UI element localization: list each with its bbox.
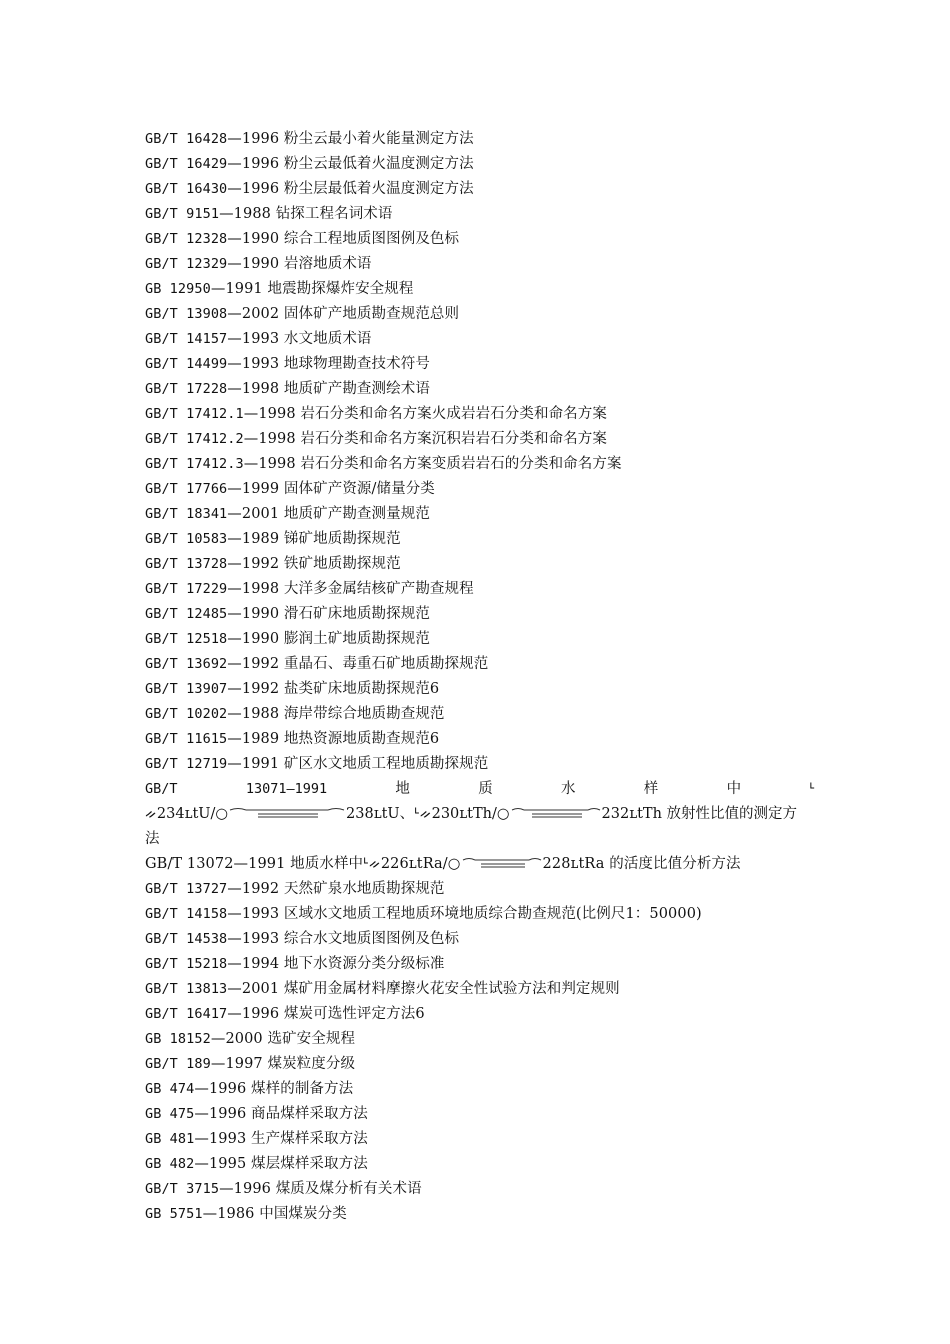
standard-entry-13071 [145,777,815,852]
entry-lead: GB/T 13072—1991 地质水样中ᒻᨀ226ʟtRa/○ [145,856,461,872]
standard-entry [145,502,815,527]
standard-code: GB/T 16417 [145,1006,228,1022]
standard-entry [145,277,815,302]
standard-title: 钻探工程名词术语 [275,206,393,222]
standard-year: 1998 [258,406,296,422]
standard-code: GB/T 16430 [145,181,228,197]
standard-code: GB/T 16429 [145,156,228,172]
standard-year: 1993 [241,906,280,922]
em-dash: — [227,481,242,497]
em-dash: — [227,956,242,972]
standard-year: 1988 [241,706,280,722]
standard-entry [145,202,815,227]
standard-code: GB/T 12328 [145,231,228,247]
standard-title: 岩石分类和命名方案沉积岩岩石分类和命名方案 [300,431,607,447]
em-dash: — [227,1006,242,1022]
standard-year: 1992 [241,656,280,672]
standard-year: 1990 [241,631,280,647]
title-char: 质 [478,781,493,797]
standard-title: 煤炭粒度分级 [267,1056,356,1072]
standard-entry [145,227,815,252]
standard-entry [145,902,815,927]
em-dash: — [227,881,242,897]
standard-title: 海岸带综合地质勘查规范 [283,706,445,722]
standard-title: 锑矿地质勘探规范 [283,531,401,547]
standard-code: GB/T 13727 [145,881,228,897]
em-dash: — [243,406,259,422]
standard-code: GB/T 13728 [145,556,228,572]
em-dash: — [227,906,242,922]
standard-title: 水文地质术语 [283,331,372,347]
standard-year: 1996 [241,156,280,172]
standard-entry [145,1002,815,1027]
standard-year: 1997 [225,1056,263,1072]
standard-entry [145,327,815,352]
standard-year: 1992 [241,556,280,572]
fraction-bar-icon [228,807,346,821]
em-dash: — [227,706,242,722]
em-dash: — [227,931,242,947]
standard-entry [145,477,815,502]
em-dash: — [227,756,242,772]
standard-year: 1996 [241,131,280,147]
standard-entry [145,652,815,677]
em-dash: — [227,131,242,147]
standard-entry [145,427,815,452]
standard-entry [145,1102,815,1127]
standard-code: GB/T 189 [145,1056,211,1072]
standard-code: GB/T 10583 [145,531,228,547]
standard-year: 1998 [241,381,280,397]
standard-title: 区域水文地质工程地质环境地质综合勘查规范(比例尺1：50000) [283,906,702,922]
entry-end: 228ʟtRa 的活度比值分析方法 [542,856,741,872]
standard-title: 地质矿产勘查测绘术语 [283,381,430,397]
em-dash: — [210,1031,226,1047]
standard-entry [145,302,815,327]
standard-title: 煤炭可选性评定方法6 [283,1006,425,1022]
standard-year: 1989 [241,731,280,747]
standard-code: GB/T 13907 [145,681,228,697]
em-dash: — [227,331,242,347]
standard-year: 1996 [241,181,280,197]
em-dash: — [202,1206,218,1222]
standard-code: GB 475 [145,1106,195,1122]
standard-prefix: GB/T [145,781,178,797]
standard-code: GB 5751 [145,1206,203,1222]
standard-year: 1992 [241,881,280,897]
em-dash: — [194,1081,209,1097]
standard-title: 煤样的制备方法 [251,1081,354,1097]
standard-title: 矿区水文地质工程地质勘探规范 [283,756,489,772]
standard-entry [145,977,815,1002]
standard-title: 粉尘云最小着火能量测定方法 [283,131,474,147]
standard-code: GB/T 13908 [145,306,228,322]
standard-title: 岩石分类和命名方案火成岩岩石分类和命名方案 [300,406,607,422]
standard-code: GB/T 14499 [145,356,228,372]
standard-year: 1995 [208,1156,247,1172]
standard-entry [145,452,815,477]
standard-title: 天然矿泉水地质勘探规范 [283,881,445,897]
em-dash: — [227,631,242,647]
standard-code: GB/T 17412.3 [145,456,244,472]
standard-year: 1989 [241,531,280,547]
standard-year: 1993 [241,356,280,372]
em-dash: — [227,656,242,672]
standard-title: 大洋多金属结核矿产勘查规程 [283,581,474,597]
em-dash: — [194,1131,209,1147]
standard-entry [145,177,815,202]
standard-code: GB/T 17766 [145,481,228,497]
standard-year: 1992 [241,681,280,697]
standard-year: 1999 [241,481,280,497]
standard-year: 1991 [241,756,280,772]
standard-title: 膨润土矿地质勘探规范 [283,631,430,647]
standard-entry [145,552,815,577]
em-dash: — [210,281,226,297]
standard-title: 地下水资源分类分级标准 [283,956,445,972]
em-dash: — [210,1056,226,1072]
standard-title: 煤矿用金属材料摩擦火花安全性试验方法和判定规则 [283,981,620,997]
standard-year: 2001 [241,981,280,997]
standard-entry [145,1202,815,1227]
standard-year: 1998 [241,581,280,597]
standard-year: 1986 [217,1206,255,1222]
em-dash: — [227,381,242,397]
standard-entry-13071-tail: 法 [145,831,160,847]
title-char: ᒻ [809,781,815,797]
standard-title: 地热资源地质勘查规范6 [283,731,440,747]
standard-code: GB/T 17229 [145,581,228,597]
em-dash: — [243,456,259,472]
standard-entry [145,352,815,377]
standard-title: 生产煤样采取方法 [251,1131,368,1147]
standard-code: GB/T 18341 [145,506,228,522]
standard-year: 2001 [241,506,280,522]
standard-title: 中国煤炭分类 [259,1206,347,1222]
standard-entry [145,727,815,752]
em-dash: — [219,206,234,222]
em-dash: — [227,231,242,247]
standard-year: 1993 [241,931,280,947]
standard-entry [145,1027,815,1052]
standard-year: 1993 [241,331,280,347]
standard-year: 1996 [241,1006,280,1022]
em-dash: — [219,1181,234,1197]
standard-entry [145,402,815,427]
standard-title: 地球物理勘查技术符号 [283,356,430,372]
standard-title: 粉尘云最低着火温度测定方法 [283,156,474,172]
standard-entry [145,527,815,552]
standard-year: 1993 [208,1131,247,1147]
standard-year: 1990 [241,606,280,622]
fraction-bar-icon [510,807,602,821]
em-dash: — [227,531,242,547]
standard-title: 岩溶地质术语 [283,256,372,272]
standard-entry [145,377,815,402]
standard-year: 1996 [208,1106,247,1122]
standard-entry [145,702,815,727]
title-char: 水 [560,781,576,797]
standard-entry-13071-line1 [145,777,815,802]
standard-year: 1996 [208,1081,247,1097]
standard-year: 1996 [233,1181,271,1197]
standard-code: GB/T 12485 [145,606,228,622]
standard-year: 1988 [233,206,271,222]
standard-title: 综合工程地质图图例及色标 [283,231,460,247]
standard-year: 1991 [225,281,263,297]
standard-code: GB/T 9151 [145,206,220,222]
em-dash: — [227,181,242,197]
standard-entry [145,877,815,902]
standard-entry-13071-formula [145,802,815,827]
standard-year: 1998 [258,456,296,472]
standard-code: GB/T 14538 [145,931,228,947]
em-dash: — [227,681,242,697]
standard-code: GB/T 12518 [145,631,228,647]
standard-entry [145,927,815,952]
standard-title: 综合水文地质图图例及色标 [283,931,460,947]
standard-title: 地震勘探爆炸安全规程 [267,281,414,297]
standard-title: 固体矿产资源/储量分类 [283,481,435,497]
em-dash: — [227,306,242,322]
standard-entry [145,252,815,277]
em-dash: — [243,431,259,447]
em-dash: — [227,506,242,522]
standard-code: GB/T 10202 [145,706,228,722]
fraction-bar-icon [461,857,543,871]
standard-code: GB 481 [145,1131,195,1147]
standard-title: 商品煤样采取方法 [251,1106,368,1122]
standard-title: 滑石矿床地质勘探规范 [283,606,430,622]
standard-entry [145,1077,815,1102]
standard-title: 盐类矿床地质勘探规范6 [283,681,440,697]
em-dash: — [227,556,242,572]
standard-entry-13072 [145,852,815,877]
standard-entry [145,602,815,627]
standards-list [145,127,815,1227]
standard-code: GB/T 12329 [145,256,228,272]
standard-entry [145,627,815,652]
standard-code: GB/T 14157 [145,331,228,347]
title-char: 样 [643,781,659,797]
standard-title: 重晶石、毒重石矿地质勘探规范 [283,656,489,672]
standard-entry [145,152,815,177]
em-dash: — [227,356,242,372]
em-dash: — [227,731,242,747]
em-dash: — [227,606,242,622]
standard-year: 1994 [241,956,280,972]
standard-code: GB/T 3715 [145,1181,220,1197]
title-char: 中 [726,781,742,797]
standard-code: GB/T 13692 [145,656,228,672]
standard-code: GB/T 12719 [145,756,228,772]
em-dash: — [194,1156,209,1172]
standard-year: 2000 [225,1031,263,1047]
standard-code: GB/T 17228 [145,381,228,397]
standard-code: GB/T 17412.2 [145,431,244,447]
standard-entry [145,752,815,777]
standard-title: 固体矿产地质勘查规范总则 [283,306,460,322]
em-dash: — [227,581,242,597]
standard-entry [145,1152,815,1177]
standards-block-1 [145,127,815,777]
standard-year: 1990 [241,256,280,272]
standard-entry [145,577,815,602]
em-dash: — [194,1106,209,1122]
standard-year: 1990 [241,231,280,247]
standard-number-year: 13071—1991 [245,781,328,797]
em-dash: — [227,256,242,272]
standard-entry [145,952,815,977]
standard-entry [145,127,815,152]
standard-title: 地质矿产勘查测量规范 [283,506,430,522]
title-char: 地 [395,781,410,797]
standard-code: GB 474 [145,1081,195,1097]
standard-title: 煤层煤样采取方法 [251,1156,368,1172]
em-dash: — [227,981,242,997]
standard-entry [145,677,815,702]
standard-code: GB/T 13813 [145,981,228,997]
standard-title: 粉尘层最低着火温度测定方法 [283,181,474,197]
em-dash: — [227,156,242,172]
standard-title: 选矿安全规程 [267,1031,356,1047]
standard-title: 铁矿地质勘探规范 [283,556,401,572]
standard-code: GB 18152 [145,1031,211,1047]
standard-year: 2002 [241,306,280,322]
standard-code: GB/T 17412.1 [145,406,244,422]
standard-title: 煤质及煤分析有关术语 [275,1181,422,1197]
standard-code: GB 482 [145,1156,195,1172]
standard-entry [145,1052,815,1077]
formula-part-3: 232ʟtTh 放射性比值的测定方 [601,806,798,822]
standard-code: GB/T 14158 [145,906,228,922]
standard-entry [145,1127,815,1152]
standard-entry [145,1177,815,1202]
standard-code: GB/T 11615 [145,731,228,747]
standard-year: 1998 [258,431,296,447]
standards-block-2 [145,877,815,1227]
formula-part-1: ᨀ234ʟtU/○ [145,806,229,822]
standard-code: GB 12950 [145,281,211,297]
standard-code: GB/T 16428 [145,131,228,147]
standard-code: GB/T 15218 [145,956,228,972]
standard-title: 岩石分类和命名方案变质岩岩石的分类和命名方案 [300,456,622,472]
formula-part-2: 238ʟtU、ᒻᨀ230ʟtTh/○ [346,806,510,822]
